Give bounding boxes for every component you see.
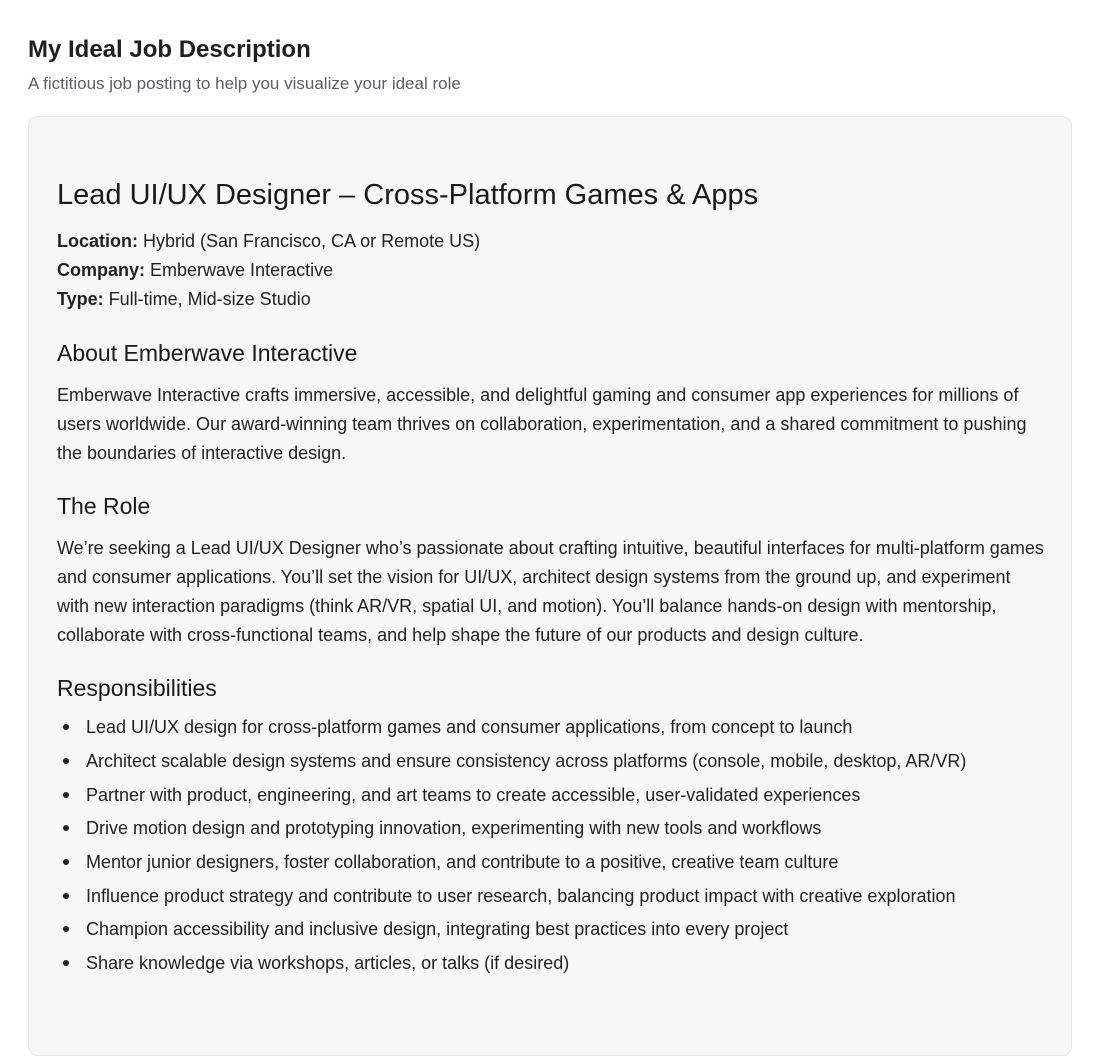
list-item (57, 951, 1047, 975)
meta-label: Type: (57, 289, 104, 309)
meta-value: Emberwave Interactive (145, 260, 334, 280)
bullet-icon (63, 859, 69, 865)
job-company (57, 256, 1047, 285)
responsibilities-heading: Responsibilities (57, 675, 217, 702)
list-item (57, 917, 1047, 941)
list-item (57, 816, 1047, 840)
job-title: Lead UI/UX Designer – Cross-Platform Games & Apps (57, 179, 759, 211)
role-section (57, 491, 1047, 649)
bullet-icon (63, 825, 69, 831)
list-item-text: Mentor junior designers, foster collaboration, and contribute to a positive, creative team culture (86, 852, 839, 872)
about-text: Emberwave Interactive crafts immersive, accessible, and delightful gaming and consumer app experiences for millions of users worldwide. Our award-winning team thrives on collaboration, experimentation, and a shared commitment to pushing the boundaries of interactive design. (57, 385, 1027, 463)
list-item-text: Lead UI/UX design for cross-platform games and consumer applications, from concept to launch (86, 717, 853, 738)
list-item-text: Influence product strategy and contribute to user research, balancing product impact with creative exploration (86, 885, 956, 906)
job-type (57, 285, 1047, 314)
bullet-icon (63, 926, 69, 932)
job-description-content (57, 175, 1047, 985)
bullet-icon (63, 758, 69, 764)
list-item (57, 884, 1047, 908)
responsibilities-list (57, 715, 1047, 975)
meta-label: Company: (57, 260, 146, 280)
role-text: We’re seeking a Lead UI/UX Designer who’s passionate about crafting intuitive, beautiful interfaces for multi-platform games and consumer applications. You’ll set the vision for UI/UX, architect design systems from the ground up, and experiment with new interaction paradigms (think AR/VR, spatial UI, and motion). You’ll balance hands-on design with mentorship, collaborate with cross-functional teams, and help shape the future of our products and design culture. (57, 538, 1044, 645)
list-item (57, 850, 1047, 874)
list-item-text: Share knowledge via workshops, articles, or talks (if desired) (86, 953, 570, 974)
about-section (57, 338, 1047, 467)
meta-label: Location: (57, 231, 138, 251)
meta-value: Full-time, Mid-size Studio (103, 289, 311, 309)
meta-value: Hybrid (San Francisco, CA or Remote US) (138, 231, 481, 251)
about-heading: About Emberwave Interactive (57, 340, 358, 366)
responsibilities-section (57, 673, 1047, 975)
list-item-text: Champion accessibility and inclusive design, integrating best practices into every project (86, 919, 789, 940)
page-title: My Ideal Job Description (28, 36, 311, 63)
list-item-text: Partner with product, engineering, and art teams to create accessible, user-validated experiences (86, 784, 861, 805)
page-header (28, 34, 461, 96)
list-item (57, 749, 1047, 773)
page-subtitle: A fictitious job posting to help you visualize your ideal role (28, 74, 461, 93)
bullet-icon (63, 960, 69, 966)
list-item-text: Architect scalable design systems and ensure consistency across platforms (console, mobile, desktop, AR/VR) (86, 750, 967, 771)
bullet-icon (63, 792, 69, 798)
bullet-icon (63, 724, 69, 730)
job-meta (57, 227, 1047, 314)
job-location (57, 227, 1047, 256)
role-heading: The Role (57, 493, 151, 520)
job-description-card[interactable] (28, 116, 1072, 1056)
list-item-text: Drive motion design and prototyping innovation, experimenting with new tools and workflows (86, 818, 822, 839)
bullet-icon (63, 893, 69, 899)
list-item (57, 715, 1047, 739)
list-item (57, 783, 1047, 807)
